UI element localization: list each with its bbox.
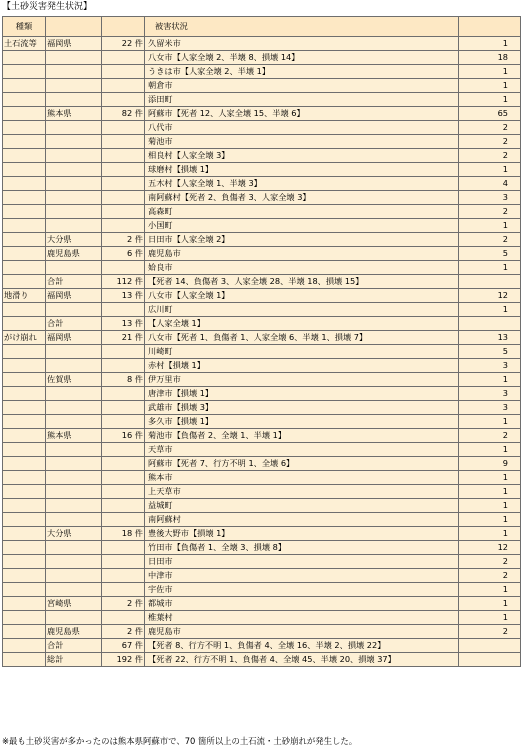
total-row — [3, 317, 521, 331]
count-cell: 13 件 — [102, 317, 145, 331]
number-cell: 3 — [459, 191, 521, 205]
prefecture-cell: 合計 — [46, 639, 102, 653]
page-title: 【土砂災害発生状況】 — [2, 2, 93, 12]
prefecture-cell — [46, 401, 102, 415]
count-cell — [102, 457, 145, 471]
number-cell: 9 — [459, 457, 521, 471]
number-cell: 1 — [459, 261, 521, 275]
total-row — [3, 275, 521, 289]
damage-description-cell: 広川町 — [145, 303, 459, 317]
damage-description-cell: 益城町 — [145, 499, 459, 513]
damage-description-cell: 武雄市【損壊 3】 — [145, 401, 459, 415]
prefecture-cell — [46, 583, 102, 597]
damage-description-cell: 都城市 — [145, 597, 459, 611]
count-cell — [102, 79, 145, 93]
prefecture-cell — [46, 541, 102, 555]
count-cell — [102, 93, 145, 107]
table-row — [3, 597, 521, 611]
disaster-type-cell — [3, 345, 46, 359]
footnote: ※最も土砂災害が多かったのは熊本県阿蘇市で、70 箇所以上の土石流・土砂崩れが発生した。 — [2, 736, 358, 746]
count-cell — [102, 611, 145, 625]
number-cell: 1 — [459, 611, 521, 625]
header-number — [459, 17, 521, 37]
prefecture-cell: 大分県 — [46, 527, 102, 541]
damage-description-cell: 朝倉市 — [145, 79, 459, 93]
table-row — [3, 527, 521, 541]
disaster-type-cell — [3, 359, 46, 373]
number-cell: 5 — [459, 345, 521, 359]
damage-description-cell: 竹田市【負傷者 1、全壊 3、損壊 8】 — [145, 541, 459, 555]
prefecture-cell: 合計 — [46, 275, 102, 289]
number-cell — [459, 317, 521, 331]
number-cell: 2 — [459, 205, 521, 219]
disaster-type-cell — [3, 527, 46, 541]
prefecture-cell — [46, 485, 102, 499]
disaster-type-cell — [3, 457, 46, 471]
disaster-type-cell — [3, 625, 46, 639]
count-cell — [102, 135, 145, 149]
damage-description-cell: 球磨村【損壊 1】 — [145, 163, 459, 177]
number-cell: 65 — [459, 107, 521, 121]
header-prefecture — [46, 17, 102, 37]
damage-description-cell: 阿蘇市【死者 7、行方不明 1、全壊 6】 — [145, 457, 459, 471]
number-cell: 2 — [459, 149, 521, 163]
disaster-type-cell — [3, 93, 46, 107]
prefecture-cell — [46, 51, 102, 65]
count-cell: 2 件 — [102, 625, 145, 639]
damage-description-cell: 【死者 22、行方不明 1、負傷者 4、全壊 45、半壊 20、損壊 37】 — [145, 653, 459, 667]
damage-description-cell: 熊本市 — [145, 471, 459, 485]
damage-description-cell: 中津市 — [145, 569, 459, 583]
number-cell: 1 — [459, 219, 521, 233]
damage-description-cell: 阿蘇市【死者 12、人家全壊 15、半壊 6】 — [145, 107, 459, 121]
count-cell — [102, 149, 145, 163]
number-cell: 1 — [459, 513, 521, 527]
disaster-type-cell — [3, 569, 46, 583]
number-cell: 2 — [459, 625, 521, 639]
damage-description-cell: 伊万里市 — [145, 373, 459, 387]
table-row — [3, 177, 521, 191]
prefecture-cell: 佐賀県 — [46, 373, 102, 387]
disaster-type-cell: 土石流等 — [3, 37, 46, 51]
count-cell — [102, 583, 145, 597]
number-cell: 2 — [459, 233, 521, 247]
table-row — [3, 289, 521, 303]
number-cell: 13 — [459, 331, 521, 345]
disaster-type-cell — [3, 163, 46, 177]
damage-description-cell: 【人家全壊 1】 — [145, 317, 459, 331]
number-cell — [459, 639, 521, 653]
count-cell — [102, 387, 145, 401]
prefecture-cell: 鹿児島県 — [46, 625, 102, 639]
disaster-type-cell — [3, 443, 46, 457]
number-cell: 3 — [459, 387, 521, 401]
prefecture-cell — [46, 443, 102, 457]
prefecture-cell — [46, 555, 102, 569]
damage-description-cell: 鹿児島市 — [145, 625, 459, 639]
number-cell — [459, 275, 521, 289]
damage-description-cell: 八代市 — [145, 121, 459, 135]
number-cell: 1 — [459, 303, 521, 317]
table-row — [3, 415, 521, 429]
prefecture-cell — [46, 611, 102, 625]
count-cell — [102, 261, 145, 275]
prefecture-cell — [46, 79, 102, 93]
disaster-type-cell — [3, 499, 46, 513]
landslide-damage-table — [2, 16, 521, 667]
damage-description-cell: 高森町 — [145, 205, 459, 219]
number-cell: 1 — [459, 499, 521, 513]
table-row — [3, 37, 521, 51]
count-cell: 18 件 — [102, 527, 145, 541]
disaster-type-cell — [3, 429, 46, 443]
disaster-type-cell — [3, 597, 46, 611]
prefecture-cell — [46, 191, 102, 205]
count-cell: 21 件 — [102, 331, 145, 345]
table-row — [3, 191, 521, 205]
disaster-type-cell — [3, 121, 46, 135]
damage-description-cell: 豊後大野市【損壊 1】 — [145, 527, 459, 541]
damage-description-cell: 小国町 — [145, 219, 459, 233]
prefecture-cell — [46, 149, 102, 163]
disaster-type-cell — [3, 51, 46, 65]
table-row — [3, 401, 521, 415]
disaster-type-cell: 地滑り — [3, 289, 46, 303]
table-row — [3, 359, 521, 373]
damage-description-cell: 八女市【人家全壊 1】 — [145, 289, 459, 303]
damage-description-cell: うきは市【人家全壊 2、半壊 1】 — [145, 65, 459, 79]
count-cell — [102, 51, 145, 65]
count-cell — [102, 345, 145, 359]
damage-description-cell: 【死者 14、負傷者 3、人家全壊 28、半壊 18、損壊 15】 — [145, 275, 459, 289]
header-type: 種類 — [3, 17, 46, 37]
count-cell — [102, 205, 145, 219]
prefecture-cell: 熊本県 — [46, 107, 102, 121]
number-cell: 1 — [459, 485, 521, 499]
damage-description-cell: 久留米市 — [145, 37, 459, 51]
prefecture-cell — [46, 359, 102, 373]
count-cell — [102, 569, 145, 583]
damage-description-cell: 上天草市 — [145, 485, 459, 499]
disaster-type-cell — [3, 639, 46, 653]
number-cell: 1 — [459, 471, 521, 485]
count-cell — [102, 443, 145, 457]
prefecture-cell: 鹿児島県 — [46, 247, 102, 261]
table-row — [3, 303, 521, 317]
disaster-type-cell — [3, 485, 46, 499]
prefecture-cell: 熊本県 — [46, 429, 102, 443]
table-row — [3, 135, 521, 149]
number-cell: 1 — [459, 415, 521, 429]
count-cell: 82 件 — [102, 107, 145, 121]
table-row — [3, 443, 521, 457]
count-cell — [102, 191, 145, 205]
prefecture-cell — [46, 499, 102, 513]
table-row — [3, 163, 521, 177]
damage-description-cell: 椎葉村 — [145, 611, 459, 625]
disaster-type-cell — [3, 149, 46, 163]
disaster-type-cell — [3, 387, 46, 401]
prefecture-cell: 福岡県 — [46, 37, 102, 51]
table-row — [3, 583, 521, 597]
table-row — [3, 121, 521, 135]
disaster-type-cell — [3, 219, 46, 233]
table-row — [3, 513, 521, 527]
damage-description-cell: 相良村【人家全壊 3】 — [145, 149, 459, 163]
table-row — [3, 331, 521, 345]
table-row — [3, 79, 521, 93]
damage-description-cell: 八女市【死者 1、負傷者 1、人家全壊 6、半壊 1、損壊 7】 — [145, 331, 459, 345]
damage-description-cell: 鹿児島市 — [145, 247, 459, 261]
prefecture-cell: 宮崎県 — [46, 597, 102, 611]
table-row — [3, 205, 521, 219]
number-cell: 2 — [459, 135, 521, 149]
disaster-type-cell — [3, 275, 46, 289]
table-row — [3, 471, 521, 485]
disaster-type-cell — [3, 65, 46, 79]
prefecture-cell: 福岡県 — [46, 331, 102, 345]
number-cell: 1 — [459, 37, 521, 51]
table-row — [3, 555, 521, 569]
count-cell — [102, 303, 145, 317]
prefecture-cell: 大分県 — [46, 233, 102, 247]
prefecture-cell — [46, 303, 102, 317]
number-cell: 5 — [459, 247, 521, 261]
prefecture-cell — [46, 387, 102, 401]
count-cell — [102, 359, 145, 373]
disaster-type-cell — [3, 191, 46, 205]
count-cell: 13 件 — [102, 289, 145, 303]
count-cell: 6 件 — [102, 247, 145, 261]
prefecture-cell — [46, 93, 102, 107]
damage-description-cell: 赤村【損壊 1】 — [145, 359, 459, 373]
disaster-type-cell — [3, 555, 46, 569]
damage-description-cell: 日田市【人家全壊 2】 — [145, 233, 459, 247]
disaster-type-cell — [3, 177, 46, 191]
number-cell: 2 — [459, 555, 521, 569]
table-row — [3, 541, 521, 555]
number-cell: 1 — [459, 163, 521, 177]
prefecture-cell — [46, 471, 102, 485]
disaster-type-cell — [3, 79, 46, 93]
prefecture-cell — [46, 261, 102, 275]
table-row — [3, 149, 521, 163]
table-row — [3, 93, 521, 107]
count-cell — [102, 485, 145, 499]
prefecture-cell: 合計 — [46, 317, 102, 331]
damage-description-cell: 唐津市【損壊 1】 — [145, 387, 459, 401]
number-cell: 1 — [459, 373, 521, 387]
count-cell — [102, 121, 145, 135]
disaster-type-cell — [3, 611, 46, 625]
damage-description-cell: 南阿蘇村 — [145, 513, 459, 527]
table-row — [3, 625, 521, 639]
number-cell: 12 — [459, 289, 521, 303]
disaster-type-cell — [3, 247, 46, 261]
table-row — [3, 457, 521, 471]
count-cell — [102, 219, 145, 233]
prefecture-cell — [46, 163, 102, 177]
damage-description-cell: 宇佐市 — [145, 583, 459, 597]
count-cell — [102, 415, 145, 429]
table-row — [3, 107, 521, 121]
count-cell — [102, 401, 145, 415]
damage-description-cell: 姶良市 — [145, 261, 459, 275]
number-cell: 2 — [459, 121, 521, 135]
count-cell: 16 件 — [102, 429, 145, 443]
number-cell — [459, 653, 521, 667]
header-description: 被害状況 — [145, 17, 459, 37]
count-cell — [102, 177, 145, 191]
count-cell — [102, 499, 145, 513]
disaster-type-cell — [3, 541, 46, 555]
count-cell: 192 件 — [102, 653, 145, 667]
disaster-type-cell — [3, 261, 46, 275]
prefecture-cell — [46, 219, 102, 233]
damage-description-cell: 八女市【人家全壊 2、半壊 8、損壊 14】 — [145, 51, 459, 65]
disaster-type-cell — [3, 401, 46, 415]
damage-description-cell: 五木村【人家全壊 1、半壊 3】 — [145, 177, 459, 191]
prefecture-cell — [46, 569, 102, 583]
damage-description-cell: 日田市 — [145, 555, 459, 569]
count-cell — [102, 163, 145, 177]
table-row — [3, 387, 521, 401]
table-header-row — [3, 17, 521, 37]
count-cell: 22 件 — [102, 37, 145, 51]
number-cell: 18 — [459, 51, 521, 65]
prefecture-cell: 総計 — [46, 653, 102, 667]
damage-description-cell: 川崎町 — [145, 345, 459, 359]
damage-description-cell: 【死者 8、行方不明 1、負傷者 4、全壊 16、半壊 2、損壊 22】 — [145, 639, 459, 653]
table-row — [3, 569, 521, 583]
count-cell: 67 件 — [102, 639, 145, 653]
prefecture-cell — [46, 135, 102, 149]
disaster-type-cell: がけ崩れ — [3, 331, 46, 345]
count-cell — [102, 555, 145, 569]
table-row — [3, 247, 521, 261]
total-row — [3, 639, 521, 653]
prefecture-cell — [46, 177, 102, 191]
number-cell: 1 — [459, 65, 521, 79]
damage-description-cell: 南阿蘇村【死者 2、負傷者 3、人家全壊 3】 — [145, 191, 459, 205]
table-row — [3, 373, 521, 387]
damage-description-cell: 天草市 — [145, 443, 459, 457]
disaster-type-cell — [3, 513, 46, 527]
total-row — [3, 653, 521, 667]
disaster-type-cell — [3, 135, 46, 149]
disaster-type-cell — [3, 653, 46, 667]
prefecture-cell: 福岡県 — [46, 289, 102, 303]
count-cell: 8 件 — [102, 373, 145, 387]
count-cell — [102, 471, 145, 485]
prefecture-cell — [46, 205, 102, 219]
table-row — [3, 65, 521, 79]
damage-description-cell: 多久市【損壊 1】 — [145, 415, 459, 429]
disaster-type-cell — [3, 471, 46, 485]
disaster-type-cell — [3, 583, 46, 597]
number-cell: 1 — [459, 93, 521, 107]
number-cell: 1 — [459, 527, 521, 541]
number-cell: 2 — [459, 569, 521, 583]
number-cell: 2 — [459, 429, 521, 443]
prefecture-cell — [46, 513, 102, 527]
number-cell: 3 — [459, 401, 521, 415]
table-row — [3, 429, 521, 443]
number-cell: 1 — [459, 597, 521, 611]
table-row — [3, 233, 521, 247]
disaster-type-cell — [3, 415, 46, 429]
count-cell — [102, 541, 145, 555]
damage-description-cell: 菊池市 — [145, 135, 459, 149]
disaster-type-cell — [3, 317, 46, 331]
table-row — [3, 219, 521, 233]
number-cell: 1 — [459, 583, 521, 597]
table-row — [3, 499, 521, 513]
count-cell — [102, 513, 145, 527]
header-count — [102, 17, 145, 37]
damage-description-cell: 添田町 — [145, 93, 459, 107]
disaster-type-cell — [3, 107, 46, 121]
number-cell: 1 — [459, 443, 521, 457]
number-cell: 4 — [459, 177, 521, 191]
prefecture-cell — [46, 65, 102, 79]
count-cell — [102, 65, 145, 79]
prefecture-cell — [46, 345, 102, 359]
damage-description-cell: 菊池市【負傷者 2、全壊 1、半壊 1】 — [145, 429, 459, 443]
table-row — [3, 51, 521, 65]
number-cell: 3 — [459, 359, 521, 373]
prefecture-cell — [46, 457, 102, 471]
prefecture-cell — [46, 121, 102, 135]
table-row — [3, 345, 521, 359]
table-row — [3, 485, 521, 499]
prefecture-cell — [46, 415, 102, 429]
disaster-type-cell — [3, 373, 46, 387]
count-cell: 2 件 — [102, 233, 145, 247]
disaster-type-cell — [3, 205, 46, 219]
count-cell: 2 件 — [102, 597, 145, 611]
number-cell: 1 — [459, 79, 521, 93]
disaster-type-cell — [3, 233, 46, 247]
table-row — [3, 611, 521, 625]
disaster-type-cell — [3, 303, 46, 317]
number-cell: 12 — [459, 541, 521, 555]
count-cell: 112 件 — [102, 275, 145, 289]
table-row — [3, 261, 521, 275]
